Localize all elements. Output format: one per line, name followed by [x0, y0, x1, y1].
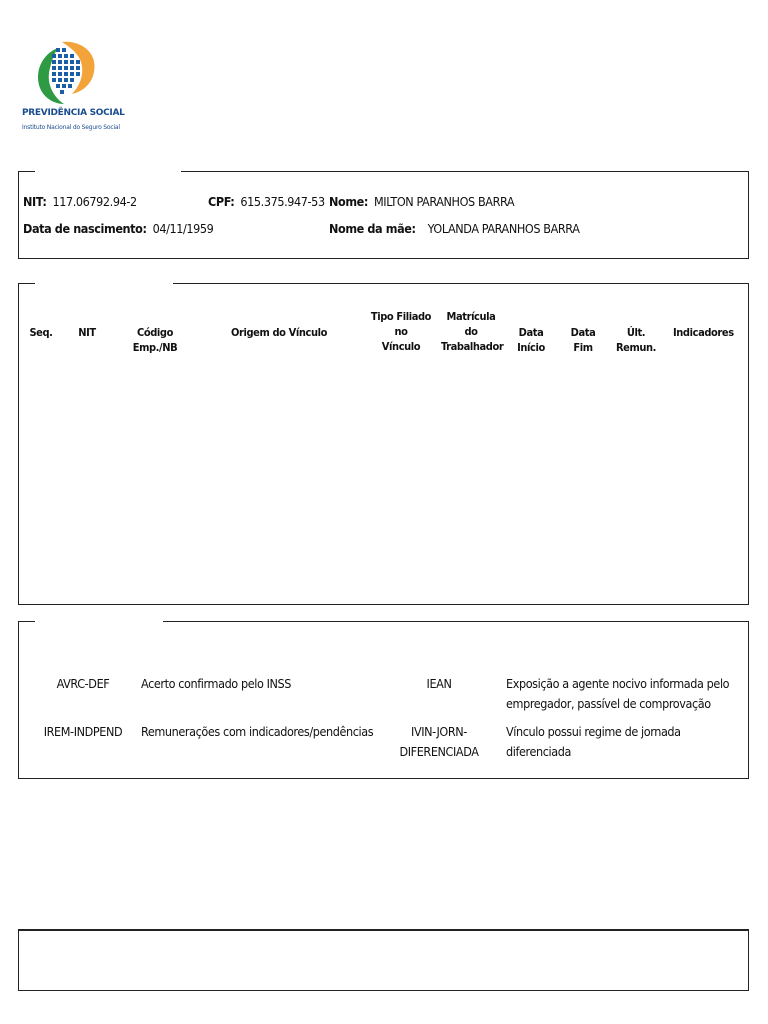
logo-subtitle: Instituto Nacional do Seguro Social	[22, 124, 120, 131]
logo-title: PREVIDÊNCIA SOCIAL	[22, 108, 125, 118]
legend-desc-iean	[506, 674, 742, 714]
col-seq: Seq.	[29, 326, 53, 339]
identificacao-section	[18, 171, 749, 259]
vinculos-section	[18, 283, 749, 605]
col-nit: NIT	[78, 326, 96, 339]
legend-code-irem-indpend: IREM-INDPEND	[43, 724, 123, 739]
cpf-field	[208, 194, 325, 209]
col-data-fim: Data Fim	[570, 326, 596, 354]
legend-code-ivin-line1: IVIN-JORN-	[411, 724, 467, 739]
col-matricula-line2: Trabalhador	[441, 340, 504, 353]
nit-field	[23, 194, 137, 209]
col-codigo: Código Emp./NB	[132, 326, 178, 354]
legend-desc-ivin-jorn: Vínculo possui regime de jornada diferenciada	[506, 724, 681, 759]
legend-desc-iean-line1: Exposição a agente nocivo informada pelo	[506, 676, 730, 691]
section-tab-gap	[35, 620, 163, 624]
nome-value: MILTON PARANHOS BARRA	[374, 194, 515, 209]
previdencia-logo	[22, 38, 125, 138]
footer-section	[18, 929, 749, 991]
col-tipo-line1: Tipo Filiado no	[370, 310, 432, 338]
col-ult-remun: Últ. Remun.	[615, 326, 657, 354]
nascimento-value: 04/11/1959	[152, 221, 214, 236]
mae-label: Nome da mãe:	[329, 221, 416, 236]
nome-label: Nome:	[329, 194, 368, 209]
col-data-inicio: Data Início	[517, 326, 545, 354]
col-matricula	[441, 309, 504, 354]
col-indicadores: Indicadores	[673, 326, 734, 339]
col-tipo-filiado	[365, 309, 437, 354]
cpf-value: 615.375.947-53	[240, 194, 325, 209]
nome-field	[329, 194, 514, 209]
previdencia-emblem-icon	[32, 38, 98, 108]
cpf-label: CPF:	[208, 194, 235, 209]
legend-code-ivin-jorn	[395, 722, 483, 762]
legenda-section	[18, 621, 749, 779]
nascimento-label: Data de nascimento:	[23, 221, 147, 236]
nit-label: NIT:	[23, 194, 47, 209]
col-origem: Origem do Vínculo	[231, 326, 327, 339]
col-matricula-line1: Matrícula do	[446, 310, 496, 338]
legend-code-avrc-def: AVRC-DEF	[56, 676, 110, 691]
mae-field	[329, 221, 580, 236]
section-tab-gap	[35, 282, 173, 286]
mae-value: YOLANDA PARANHOS BARRA	[427, 221, 580, 236]
legend-desc-avrc-def: Acerto confirmado pelo INSS	[141, 676, 292, 691]
nit-value: 117.06792.94-2	[52, 194, 137, 209]
legend-desc-iean-line2: empregador, passível de comprovação	[506, 696, 711, 711]
legend-code-ivin-line2: DIFERENCIADA	[399, 744, 479, 759]
col-tipo-line2: Vínculo	[381, 340, 421, 353]
nascimento-field	[23, 221, 213, 236]
legend-code-iean: IEAN	[426, 676, 452, 691]
section-tab-gap	[35, 170, 181, 174]
legend-desc-irem-indpend: Remunerações com indicadores/pendências	[141, 724, 374, 739]
